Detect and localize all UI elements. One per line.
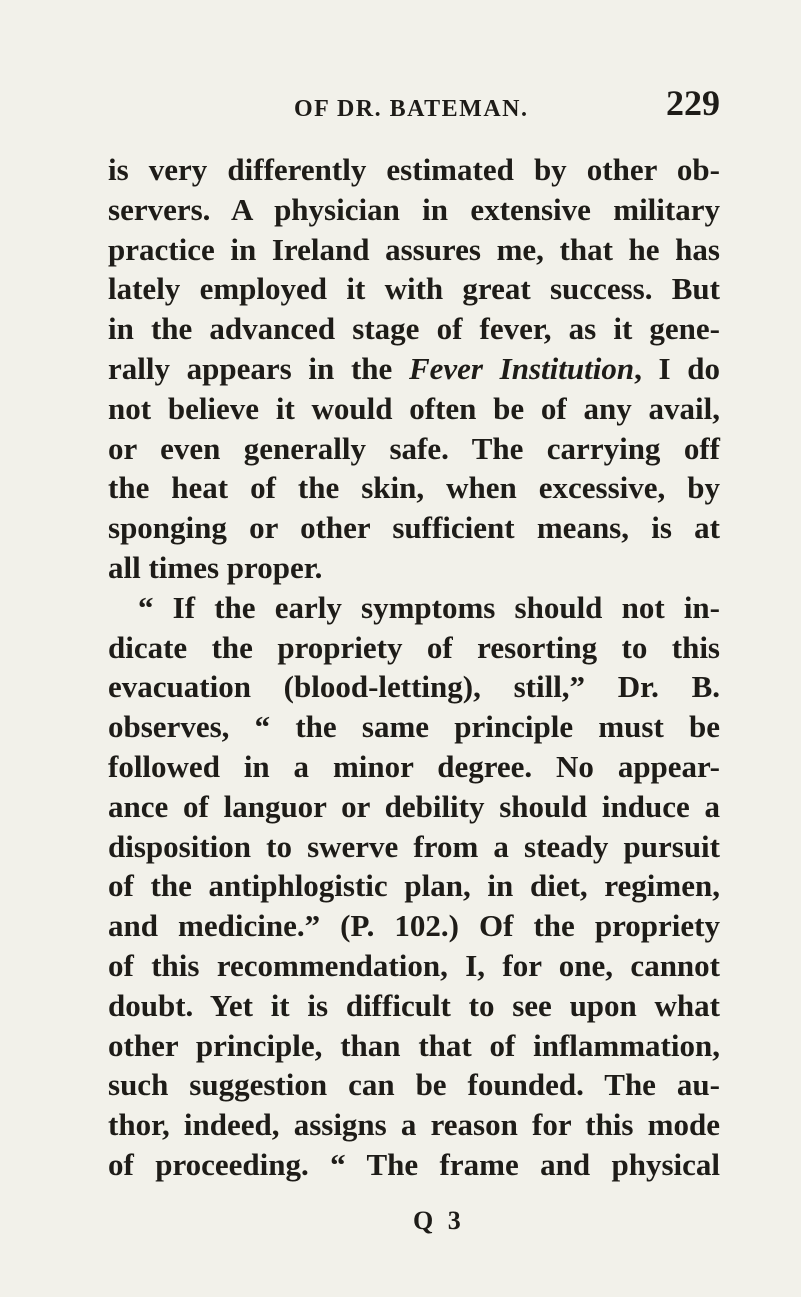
text-line: doubt. Yet it is difficult to see upon what xyxy=(108,987,720,1023)
text-line: all times proper. xyxy=(108,549,323,585)
signature-mark: Q 3 xyxy=(413,1206,465,1235)
text-line: of the antiphlogistic plan, in diet, regimen, xyxy=(108,868,720,904)
italic-title: Fever Institution xyxy=(408,350,635,386)
text-line: or even generally safe. The carrying off xyxy=(108,430,720,466)
text-line: sponging or other sufficient means, is at xyxy=(108,510,720,546)
text-line: such suggestion can be founded. The au- xyxy=(108,1067,720,1103)
running-head xyxy=(108,82,720,126)
text-line: rally appears in the Fever Institution, I do xyxy=(108,350,720,386)
text-line: thor, indeed, assigns a reason for this mode xyxy=(108,1107,720,1143)
body-text xyxy=(108,150,720,1185)
text-line: the heat of the skin, when excessive, by xyxy=(108,470,720,506)
text-line: disposition to swerve from a steady pursuit xyxy=(108,828,720,864)
text-line: “ If the early symptoms should not in- xyxy=(138,589,720,625)
text-line: other principle, than that of inflammation, xyxy=(108,1027,720,1063)
text-line: dicate the propriety of resorting to this xyxy=(108,629,720,665)
text-line: ance of languor or debility should induce a xyxy=(108,788,720,824)
page-number: 229 xyxy=(666,83,720,123)
text-line: evacuation (blood-letting), still,” Dr. B. xyxy=(108,669,720,705)
running-title: OF DR. BATEMAN. xyxy=(294,96,529,122)
text-line: lately employed it with great success. But xyxy=(108,271,720,307)
text-line: and medicine.” (P. 102.) Of the propriety xyxy=(108,908,720,944)
text-line: servers. A physician in extensive military xyxy=(108,191,720,227)
text-line: followed in a minor degree. No appear- xyxy=(108,748,720,784)
text-line: of proceeding. “ The frame and physical xyxy=(108,1146,720,1182)
text-line: is very differently estimated by other ob- xyxy=(108,152,720,187)
text-line: not believe it would often be of any avail, xyxy=(108,390,720,426)
text-line: of this recommendation, I, for one, cannot xyxy=(108,947,720,983)
text-line: observes, “ the same principle must be xyxy=(108,709,720,745)
text-line: practice in Ireland assures me, that he has xyxy=(108,231,720,267)
text-line: in the advanced stage of fever, as it gene- xyxy=(108,311,720,347)
